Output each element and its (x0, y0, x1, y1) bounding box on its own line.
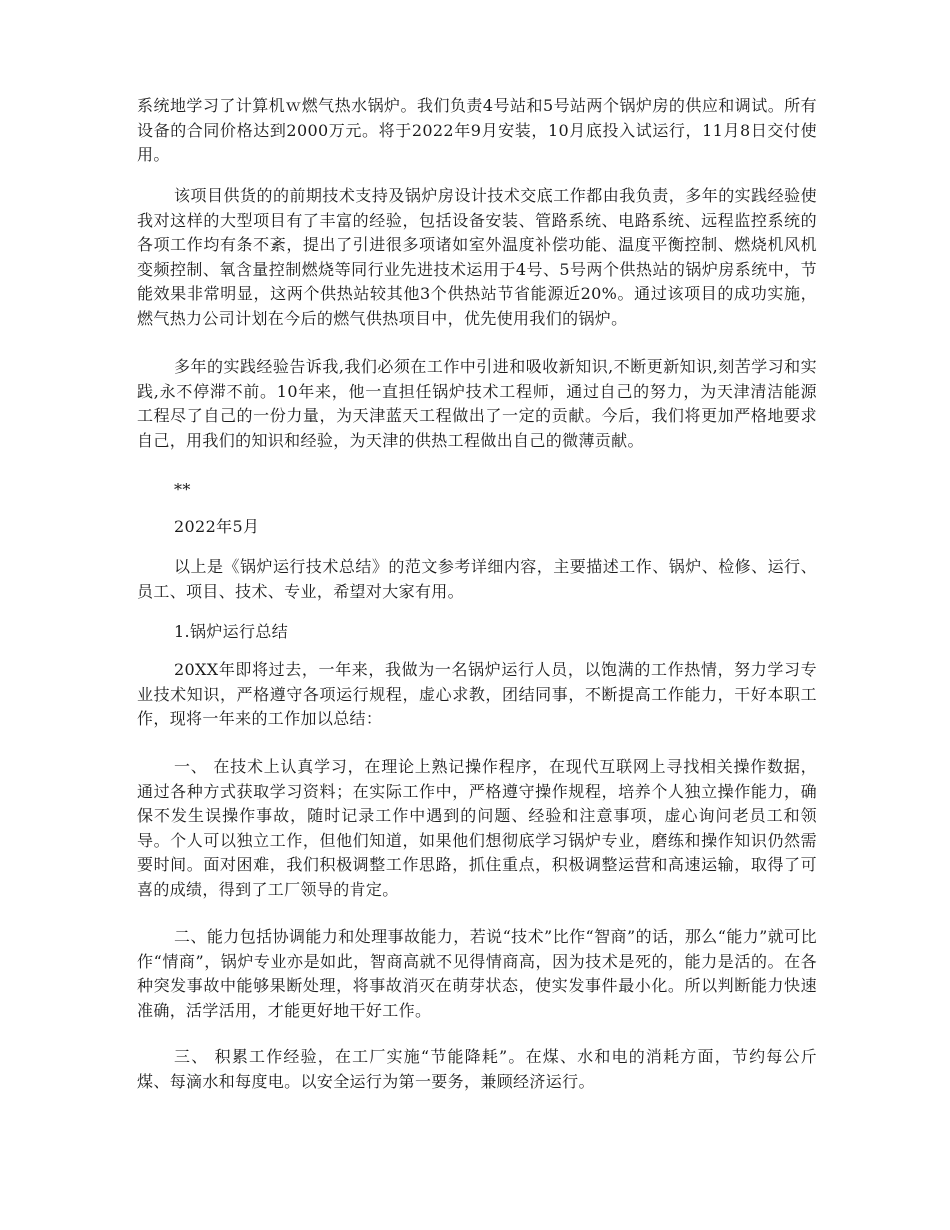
paragraph-boiler-project-intro: 系统地学习了计算机ｗ燃气热水锅炉。我们负责4号站和5号站两个锅炉房的供应和调试。所有设备的合同价格达到2000万元。将于2022年9月安装，10月底投入试运行，11月8日交付使用。 (137, 96, 817, 164)
section-heading: 1.锅炉运行总结 (174, 622, 289, 641)
document-date: 2022年5月 (174, 517, 260, 536)
paragraph-summary-note: 以上是《锅炉运行技术总结》的范文参考详细内容，主要描述工作、锅炉、检修、运行、员工、项目、技术、专业，希望对大家有用。 (137, 557, 817, 601)
signature-placeholder: ** (174, 480, 191, 499)
paragraph-year-summary: 20XX年即将过去，一年来，我做为一名锅炉运行人员，以饱满的工作热情，努力学习专业技术知识，严格遵守各项运行规程，虚心求教，团结同事，不断提高工作能力，干好本职工作，现将一年来的工作加以总结： (137, 660, 817, 728)
paragraph-item-three: 三、 积累工作经验，在工厂实施“节能降耗”。在煤、水和电的消耗方面，节约每公斤煤、每滴水和每度电。以安全运行为第一要务，兼顾经济运行。 (137, 1047, 817, 1091)
paragraph-item-one: 一、 在技术上认真学习，在理论上熟记操作程序，在现代互联网上寻找相关操作数据，通过各种方式获取学习资料；在实际工作中，严格遵守操作规程，培养个人独立操作能力，确保不发生误操作事故，随时记录工作中遇到的问题、经验和注意事项，虚心询问老员工和领导。个人可以独立工作，但他们知道，如果他们想彻底学习锅炉专业，磨练和操作知识仍然需要时间。面对困难，我们积极调整工作思路，抓住重点，积极调整运营和高速运输，取得了可喜的成绩，得到了工厂领导的肯定。 (137, 757, 817, 899)
paragraph-technical-support: 该项目供货的的前期技术支持及锅炉房设计技术交底工作都由我负责，多年的实践经验使我对这样的大型项目有了丰富的经验，包括设备安装、管路系统、电路系统、远程监控系统的各项工作均有条不紊，提出了引进很多项诸如室外温度补偿功能、温度平衡控制、燃烧机风机变频控制、氧含量控制燃烧等同行业先进技术运用于4号、5号两个供热站的锅炉房系统中，节能效果非常明显，这两个供热站较其他3个供热站节省能源近20%。通过该项目的成功实施，燃气热力公司计划在今后的燃气供热项目中，优先使用我们的锅炉。 (137, 186, 817, 328)
paragraph-experience: 多年的实践经验告诉我,我们必须在工作中引进和吸收新知识,不断更新知识,刻苦学习和实践,永不停滞不前。10年来，他一直担任锅炉技术工程师，通过自己的努力，为天津清洁能源工程尽了自己的一份力量，为天津蓝天工程做出了一定的贡献。今后，我们将更加严格地要求自己，用我们的知识和经验，为天津的供热工程做出自己的微薄贡献。 (137, 357, 817, 450)
paragraph-item-two: 二、能力包括协调能力和处理事故能力，若说“技术”比作“智商”的话，那么“能力”就可比作“情商”，锅炉专业亦是如此，智商高就不见得情商高，因为技术是死的，能力是活的。在各种突发事故中能够果断处理，将事故消灭在萌芽状态，使实发事件最小化。所以判断能力快速准确，活学活用，才能更好地干好工作。 (137, 927, 817, 1020)
